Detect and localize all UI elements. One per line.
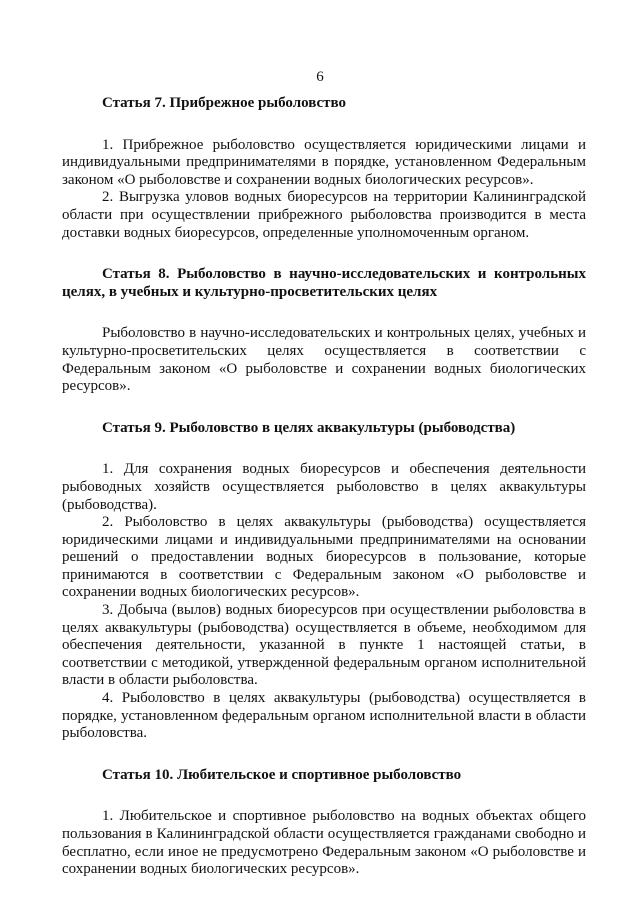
article-9-paragraph-4: 4. Рыболовство в целях аквакультуры (рыбоводства) осуществляется в порядке, установленном федеральным органом исполнительной власти в области рыболовства. (62, 690, 586, 742)
article-10-paragraph-1: 1. Любительское и спортивное рыболовство на водных объектах общего пользования в Калининградской области осуществляется гражданами свободно и бесплатно, если иное не предусмотрено Федеральным законом «О рыболовстве и сохранении водных биологических ресурсов». (62, 808, 586, 878)
article-7-paragraph-1: 1. Прибрежное рыболовство осуществляется юридическими лицами и индивидуальными предпринимателями в порядке, установленном Федеральным законом «О рыболовстве и сохранении водных биологических ресурсов». (62, 136, 586, 188)
article-8 (62, 266, 586, 396)
article-7-title: Статья 7. Прибрежное рыболовство (102, 95, 347, 111)
article-9 (62, 420, 586, 743)
article-9-paragraph-2: 2. Рыболовство в целях аквакультуры (рыбоводства) осуществляется юридическими лицами и индивидуальными предпринимателями на основании решений о предоставлении водных биоресурсов в пользование, которые принимаются в соответствии с Федеральным законом «О рыболовстве и сохранении водных биологических ресурсов». (62, 514, 586, 601)
article-10 (62, 767, 586, 879)
article-9-paragraph-3: 3. Добыча (вылов) водных биоресурсов при осуществлении рыболовства в целях аквакультуры (рыбоводства) осуществляется в объеме, необходимом для обеспечения деятельности, указанной в пункте 1 настоящей статьи, в соответствии с методикой, утвержденной федеральным органом исполнительной власти в области рыболовства. (62, 602, 586, 689)
document-body (62, 95, 586, 903)
article-8-title: Статья 8. Рыболовство в научно-исследовательских и контрольных целях, в учебных и культурно-просветительских целях (62, 266, 586, 300)
article-9-title: Статья 9. Рыболовство в целях аквакультуры (рыбоводства) (102, 419, 516, 436)
article-7 (62, 95, 586, 242)
article-8-paragraph-1: Рыболовство в научно-исследовательских и контрольных целях, учебных и культурно-просветительских целях осуществляется в соответствии с Федеральным законом «О рыболовстве и сохранении водных биологических ресурсов». (62, 325, 586, 395)
page-number: 6 (316, 69, 324, 85)
article-10-title: Статья 10. Любительское и спортивное рыболовство (102, 766, 462, 783)
article-9-paragraph-1: 1. Для сохранения водных биоресурсов и обеспечения деятельности рыбоводных хозяйств осуществляется рыболовство в целях аквакультуры (рыбоводства). (62, 461, 586, 513)
article-7-paragraph-2: 2. Выгрузка уловов водных биоресурсов на территории Калининградской области при осуществлении прибрежного рыболовства производится в места доставки водных биоресурсов, определенные уполномоченным органом. (62, 189, 586, 241)
